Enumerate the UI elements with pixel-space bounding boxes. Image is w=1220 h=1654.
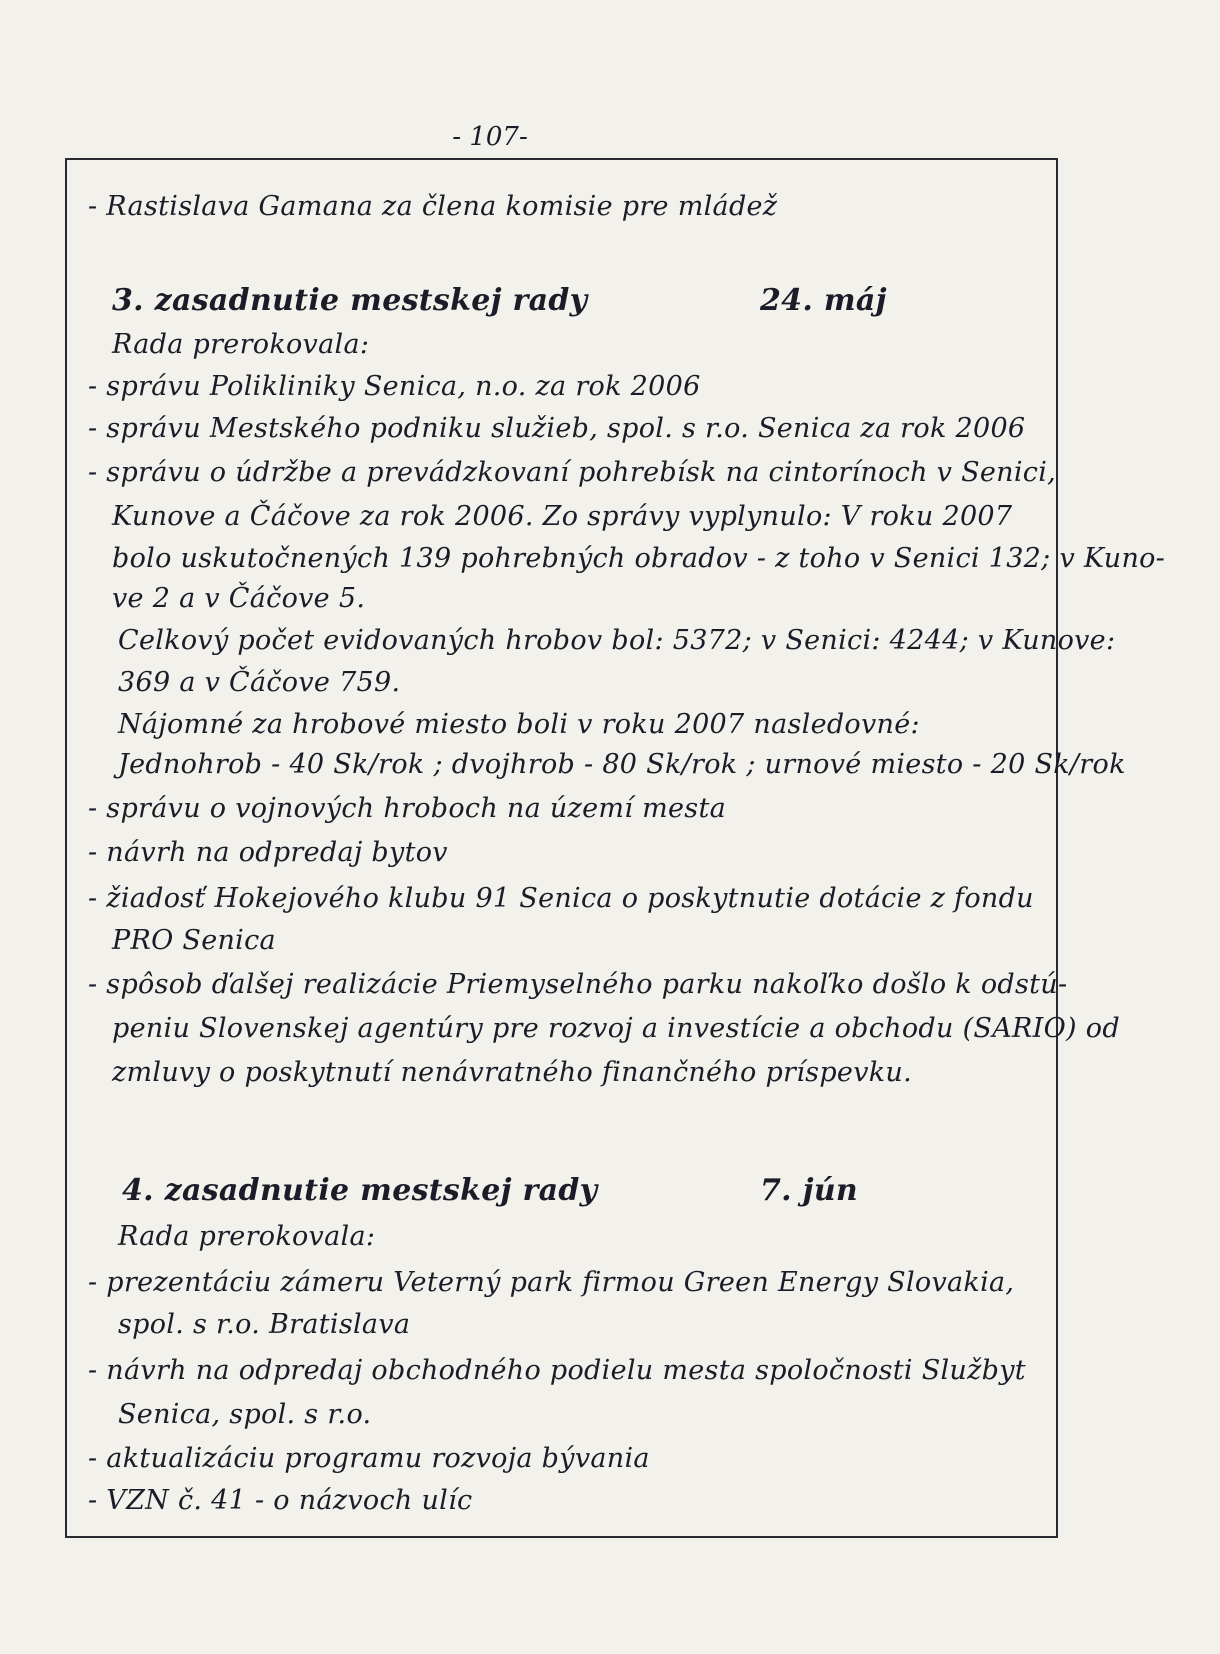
text-line: Nájomné za hrobové miesto boli v roku 2007 nasledovné: bbox=[118, 709, 920, 740]
list-item: - správu Polikliniky Senica, n.o. za rok 2006 bbox=[88, 371, 701, 402]
list-item: - spôsob ďalšej realizácie Priemyselného parku nakoľko došlo k odstú- bbox=[88, 969, 1068, 1000]
list-item: - návrh na odpredaj obchodného podielu mesta spoločnosti Službyt bbox=[88, 1355, 1026, 1386]
text-line: - Rastislava Gamana za člena komisie pre mládež bbox=[88, 191, 778, 222]
text-line: 369 a v Čáčove 759. bbox=[118, 667, 401, 698]
list-item: - správu o údržbe a prevádzkovaní pohrebísk na cintorínoch v Senici, bbox=[88, 457, 1057, 488]
text-line: Celkový počet evidovaných hrobov bol: 5372; v Senici: 4244; v Kunove: bbox=[118, 625, 1116, 656]
text-line: PRO Senica bbox=[112, 925, 276, 956]
text-line: Kunove a Čáčove za rok 2006. Zo správy vyplynulo: V roku 2007 bbox=[112, 501, 1013, 532]
list-item: - prezentáciu zámeru Veterný park firmou Green Energy Slovakia, bbox=[88, 1267, 1015, 1298]
text-line: Jednohrob - 40 Sk/rok ; dvojhrob - 80 Sk/rok ; urnové miesto - 20 Sk/rok bbox=[118, 749, 1126, 780]
section-heading-3: 3. zasadnutie mestskej rady bbox=[112, 283, 588, 318]
text-line: Rada prerokovala: bbox=[112, 329, 370, 360]
section-date-3: 24. máj bbox=[760, 283, 887, 318]
text-line: zmluvy o poskytnutí nenávratného finančného príspevku. bbox=[112, 1057, 912, 1088]
list-item: - správu Mestského podniku služieb, spol. s r.o. Senica za rok 2006 bbox=[88, 413, 1026, 444]
section-date-4: 7. jún bbox=[760, 1173, 859, 1208]
text-line: Rada prerokovala: bbox=[118, 1221, 376, 1252]
list-item: - návrh na odpredaj bytov bbox=[88, 837, 448, 868]
text-line: Senica, spol. s r.o. bbox=[118, 1399, 372, 1430]
text-line: bolo uskutočnených 139 pohrebných obradov - z toho v Senici 132; v Kuno- bbox=[112, 543, 1166, 574]
text-line: peniu Slovenskej agentúry pre rozvoj a investície a obchodu (SARIO) od bbox=[112, 1013, 1120, 1044]
list-item: - VZN č. 41 - o názvoch ulíc bbox=[88, 1485, 473, 1516]
list-item: - správu o vojnových hroboch na území mesta bbox=[88, 793, 726, 824]
text-line: ve 2 a v Čáčove 5. bbox=[112, 583, 366, 614]
text-line: spol. s r.o. Bratislava bbox=[118, 1309, 411, 1340]
page-number: - 107- bbox=[452, 122, 528, 152]
list-item: - žiadosť Hokejového klubu 91 Senica o poskytnutie dotácie z fondu bbox=[88, 883, 1034, 914]
section-heading-4: 4. zasadnutie mestskej rady bbox=[122, 1173, 598, 1208]
list-item: - aktualizáciu programu rozvoja bývania bbox=[88, 1443, 650, 1474]
